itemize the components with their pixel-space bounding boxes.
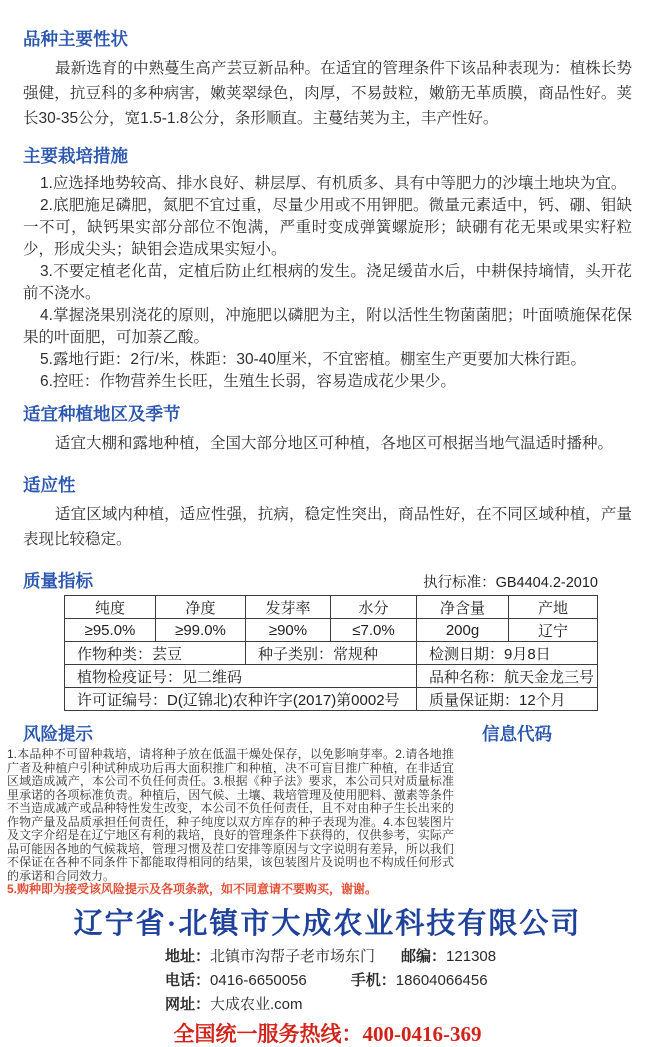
address-line [165,945,632,969]
variety-name-cell: 品种名称：航天金龙三号 [417,665,598,688]
table-value-cell: ≥99.0% [156,619,246,642]
adaptability-heading: 适应性 [23,475,76,495]
postcode-label: 邮编： [401,947,447,965]
phone-value: 0416-6650056 [210,971,307,989]
risk-body: 1.本品种不可留种栽培，请将种子放在低温干燥处保存，以免影响芽率。2.请各地推广者及种植户引种试种成功后再大面积推广和种植，决不可盲目推广种植，在非适宜区域造成减产，本公司不负任何责任。3.根据《种子法》要求，本公司只对质量标准里承诺的各项标准负责。种植后，因气候、土壤、栽培管理及使用肥料、激素等条件不当造成减产或品种特性发生改变，本公司不负任何责任，且不对由种子生长出来的作物产量及品质承担任何责任，种子纯度以双方库存的种子表现为准。4.本包装图片及文字介绍是在辽宁地区有利的栽培，良好的管理条件下获得的，仅供参考，实际产品可能因各地的气候栽培，管理习惯及茬口安排等原因与文字说明有差异，所以我们不保证在各种不同条件下都能取得相同的结果，该包装图片及说明也不构成任何形式的承诺和合同效力。 [7,747,454,883]
table-header-cell: 产地 [509,596,598,619]
phone-line [165,969,632,993]
address-block [165,945,632,1017]
risk-header-row [23,723,632,745]
table-header-cell: 纯度 [65,596,156,619]
table-value-cell: ≥95.0% [65,619,156,642]
address-label: 地址： [165,947,211,965]
quarantine-cert-cell: 植物检疫证号：见二维码 [65,665,417,688]
phone-label: 电话： [165,971,211,989]
cultivation-item: 4.掌握浇果别浇花的原则，冲施肥以磷肥为主，附以活性生物菌菌肥；叶面喷施保花保果的叶面肥，可加萘乙酸。 [23,307,632,346]
cultivation-item: 1.应选择地势较高、排水良好、耕层厚、有机质多、具有中等肥力的沙壤土地块为宜。 [40,175,627,192]
website-label: 网址： [165,995,211,1013]
website-line [165,993,632,1017]
mobile-value: 18604066456 [395,971,488,989]
table-header-cell: 水分 [331,596,417,619]
table-row [65,665,598,688]
table-header-cell: 净度 [156,596,246,619]
cultivation-item: 6.控旺：作物营养生长旺，生殖生长弱，容易造成花少果少。 [40,373,456,390]
service-hotline: 全国统一服务热线：400-0416-369 [173,1021,482,1046]
traits-heading: 品种主要性状 [23,29,128,49]
table-header-cell: 净含量 [417,596,509,619]
cultivation-item: 3.不要定植老化苗，定植后防止红根病的发生。浇足缓苗水后，中耕保持墒情，头开花前不浇水。 [23,263,632,302]
license-number-cell: 许可证编号：D(辽锦北)农种许字(2017)第0002号 [65,688,417,711]
table-row [65,596,598,619]
table-value-cell: ≥90% [246,619,331,642]
table-value-cell: 辽宁 [509,619,598,642]
cultivation-heading: 主要栽培措施 [23,146,128,166]
quality-guarantee-cell: 质量保证期：12个月 [417,688,598,711]
test-date-cell: 检测日期：9月8日 [417,642,598,665]
risk-heading: 风险提示 [23,724,93,744]
table-row [65,619,598,642]
cultivation-item: 5.露地行距：2行/米，株距：30-40厘米，不宜密植。棚室生产更要加大株行距。 [40,351,586,368]
company-name: 辽宁省·北镇市大成农业科技有限公司 [73,907,582,940]
table-header-cell: 发芽率 [246,596,331,619]
info-code-heading: 信息代码 [482,724,552,744]
region-heading: 适宜种植地区及季节 [23,404,181,424]
risk-red-note: 5.购种即为接受该风险提示及各项条款，如不同意请不要购买，谢谢。 [7,882,378,896]
mobile-label: 手机： [350,971,396,989]
traits-body: 最新选育的中熟蔓生高产芸豆新品种。在适宜的管理条件下该品种表现为：植株长势强健，抗豆科的多种病害，嫩荚翠绿色，肉厚，不易鼓粒，嫩筋无革质膜，商品性好。荚长30-35公分，宽1.5-1.8公分，条形顺直。主蔓结荚为主，丰产性好。 [23,60,632,127]
quality-heading: 质量指标 [23,571,93,591]
seed-category-cell: 种子类别：常规种 [246,642,417,665]
execution-standard: 执行标准：GB4404.2-2010 [423,575,598,591]
address-value: 北镇市沟帮子老市场东门 [210,947,376,965]
cultivation-item: 2.底肥施足磷肥，氮肥不宜过重，尽量少用或不用钾肥。微量元素适中，钙、硼、钼缺一不可，缺钙果实部分部位不饱满，严重时变成弹簧螺旋形；缺硼有花无果或果实籽粒少，形成尖头；缺钼会造成果实短小。 [23,197,632,258]
postcode-value: 121308 [446,947,497,965]
region-body: 适宜大棚和露地种植，全国大部分地区可种植，各地区可根据当地气温适时播种。 [55,435,614,452]
adaptability-body: 适宜区域内种植，适应性强，抗病，稳定性突出，商品性好，在不同区域种植，产量表现比较稳定。 [23,506,632,548]
cultivation-list [23,173,632,393]
table-row [65,642,598,665]
table-value-cell: ≤7.0% [331,619,417,642]
quality-header-row [23,570,632,592]
table-row [65,688,598,711]
crop-type-cell: 作物种类：芸豆 [65,642,246,665]
website-value: 大成农业.com [210,995,303,1013]
quality-table [64,595,598,711]
table-value-cell: 200g [417,619,509,642]
